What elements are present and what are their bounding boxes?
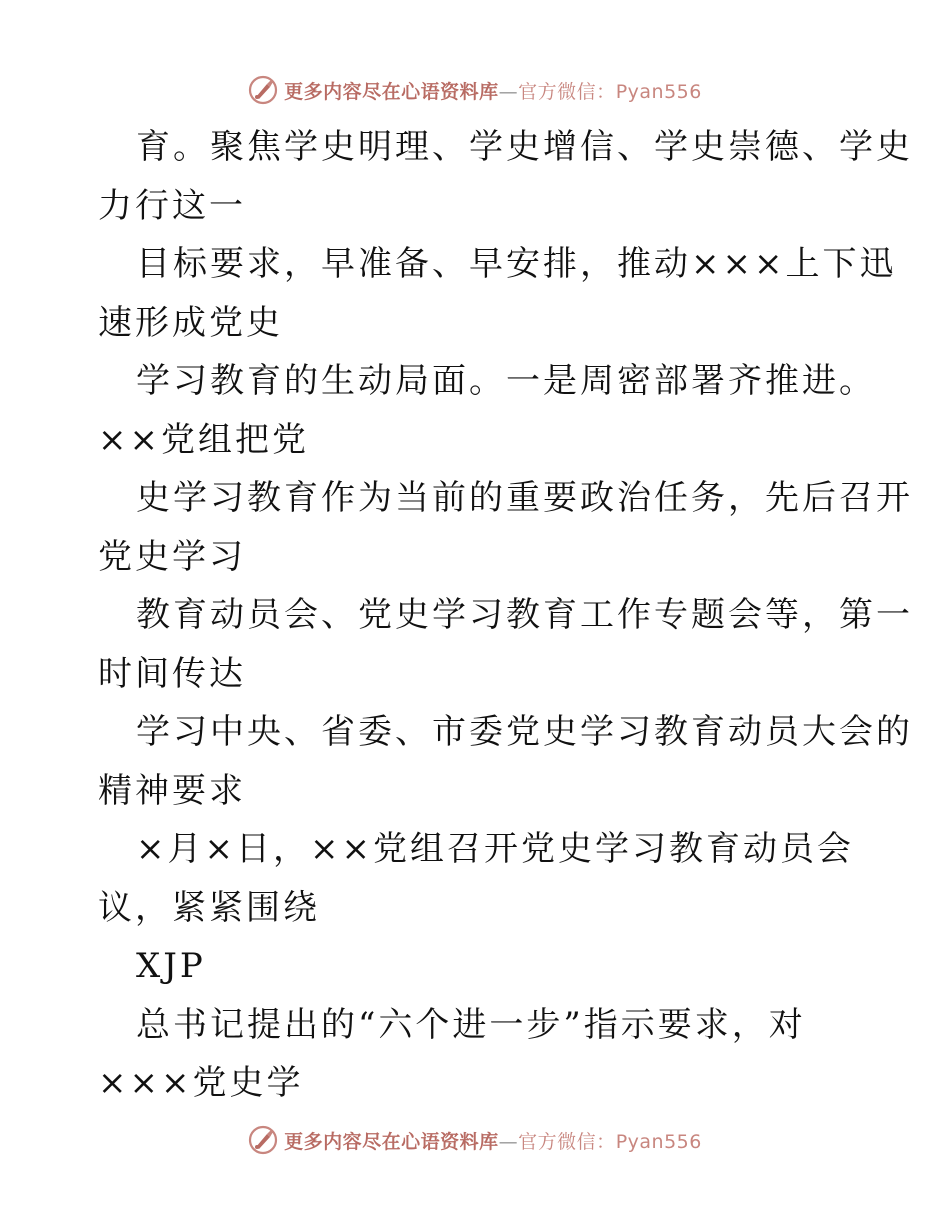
watermark-label: 官方微信：: [518, 80, 616, 103]
watermark-brand: 更多内容尽在心语资料库: [284, 80, 499, 103]
body-line: 教育动员会、党史学习教育工作专题会等，第一: [136, 595, 913, 635]
footer-watermark: [0, 1120, 950, 1160]
brush-pen-logo-icon: [248, 75, 278, 105]
body-line: 育。聚焦学史明理、学史增信、学史崇德、学史: [136, 127, 913, 167]
body-line: 力行这一: [98, 185, 246, 226]
watermark-separator: —: [498, 1130, 519, 1153]
body-line: 时间传达: [98, 653, 246, 694]
header-watermark: [0, 70, 950, 110]
document-body: [98, 118, 913, 1113]
body-line: 目标要求，早准备、早安排，推动×××上下迅: [136, 244, 897, 284]
watermark-separator: —: [498, 80, 519, 103]
watermark-brand: 更多内容尽在心语资料库: [284, 1130, 499, 1153]
body-line: ×××党史学: [98, 1063, 304, 1103]
body-line: 议，紧紧围绕: [98, 887, 320, 928]
body-line: 总书记提出的“六个进一步”指示要求，对: [136, 1004, 806, 1045]
watermark-label: 官方微信：: [518, 1130, 616, 1153]
body-line: 速形成党史: [98, 302, 283, 343]
body-line: 学习教育的生动局面。一是周密部署齐推进。: [136, 361, 876, 401]
watermark-wechat-id: Pyan556: [615, 80, 702, 103]
body-line: 精神要求: [98, 770, 246, 811]
body-line: 党史学习: [98, 536, 246, 577]
body-line: 史学习教育作为当前的重要政治任务，先后召开: [136, 478, 913, 518]
body-line: XJP: [136, 946, 206, 986]
body-line: ××党组把党: [98, 419, 309, 460]
body-line: 学习中央、省委、市委党史学习教育动员大会的: [136, 712, 913, 752]
body-line: ×月×日，××党组召开党史学习教育动员会: [136, 829, 854, 869]
watermark-wechat-id: Pyan556: [615, 1130, 702, 1153]
brush-pen-logo-icon: [248, 1125, 278, 1155]
